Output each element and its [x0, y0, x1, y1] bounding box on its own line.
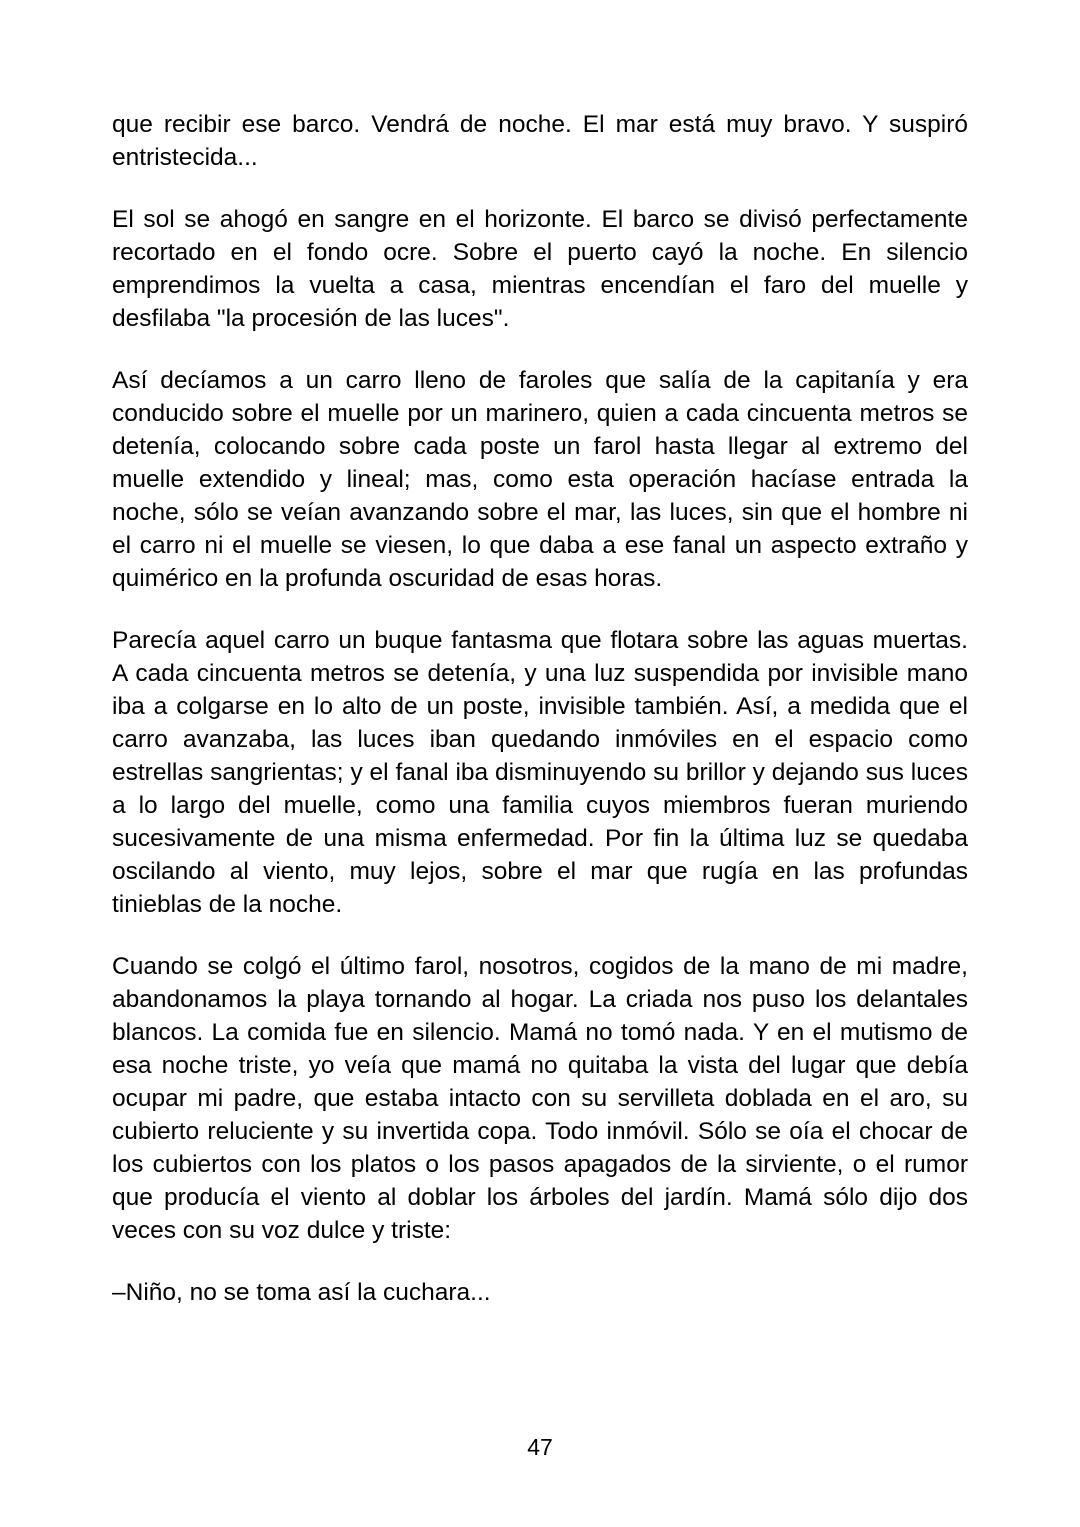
- paragraph: Así decíamos a un carro lleno de faroles que salía de la capitanía y era conducido sobre el muelle por un marinero, quien a cada cincuenta metros se detenía, colocando sobre cada poste un farol hasta llegar al extremo del muelle extendido y lineal; mas, como esta operación hacíase entrada la noche, sólo se veían avanzando sobre el mar, las luces, sin que el hombre ni el carro ni el muelle se viesen, lo que daba a ese fanal un aspecto extraño y quimérico en la profunda oscuridad de esas horas.: [112, 367, 968, 592]
- paragraph: El sol se ahogó en sangre en el horizonte. El barco se divisó perfectamente recortado en el fondo ocre. Sobre el puerto cayó la noche. En silencio emprendimos la vuelta a casa, mientras encendían el faro del muelle y desfilaba "la procesión de las luces".: [112, 206, 968, 332]
- body-text-column: [112, 108, 968, 1309]
- paragraph-dialogue: –Niño, no se toma así la cuchara...: [112, 1279, 491, 1306]
- paragraph: Parecía aquel carro un buque fantasma que flotara sobre las aguas muertas. A cada cincuenta metros se detenía, y una luz suspendida por invisible mano iba a colgarse en lo alto de un poste, invisible también. Así, a medida que el carro avanzaba, las luces iban quedando inmóviles en el espacio como estrellas sangrientas; y el fanal iba disminuyendo su brillor y dejando sus luces a lo largo del muelle, como una familia cuyos miembros fueran muriendo sucesivamente de una misma enfermedad. Por fin la última luz se quedaba oscilando al viento, muy lejos, sobre el mar que rugía en las profundas tinieblas de la noche.: [112, 627, 968, 918]
- page-number: 47: [527, 1434, 553, 1460]
- paragraph: Cuando se colgó el último farol, nosotros, cogidos de la mano de mi madre, abandonamos la playa tornando al hogar. La criada nos puso los delantales blancos. La comida fue en silencio. Mamá no tomó nada. Y en el mutismo de esa noche triste, yo veía que mamá no quitaba la vista del lugar que debía ocupar mi padre, que estaba intacto con su servilleta doblada en el aro, su cubierto reluciente y su invertida copa. Todo inmóvil. Sólo se oía el chocar de los cubiertos con los platos o los pasos apagados de la sirviente, o el rumor que producía el viento al doblar los árboles del jardín. Mamá sólo dijo dos veces con su voz dulce y triste:: [112, 953, 968, 1244]
- paragraph: que recibir ese barco. Vendrá de noche. El mar está muy bravo. Y suspiró entristecida...: [112, 111, 968, 171]
